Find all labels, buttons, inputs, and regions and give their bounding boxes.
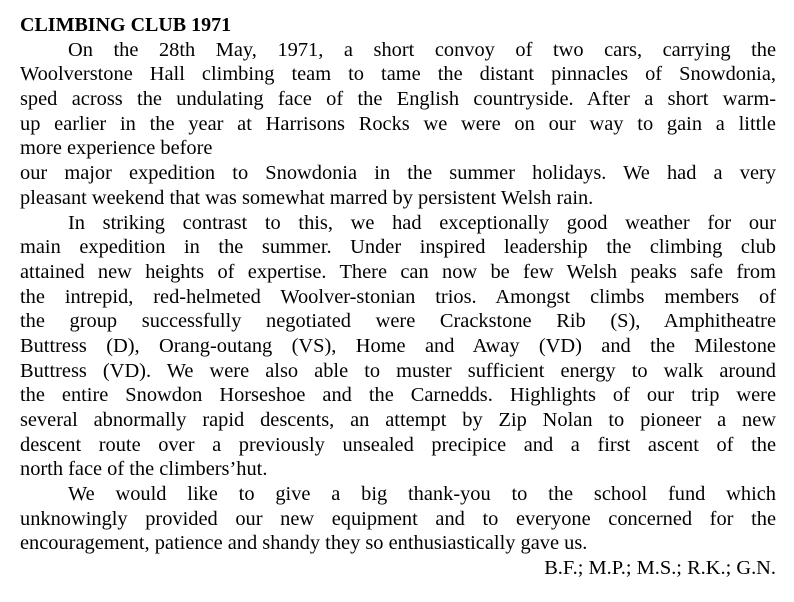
article-title: CLIMBING CLUB 1971 — [20, 14, 232, 36]
text-line: north face of the climbers’hut. — [20, 458, 268, 481]
text-line: pleasant weekend that was somewhat marred by persistent Welsh rain. — [20, 186, 594, 209]
text-line: up earlier in the year at Harrisons Rocks we were on our way to gain a little — [20, 112, 776, 135]
text-line: attained new heights of expertise. There can now be few Welsh peaks safe from — [20, 260, 776, 283]
paragraph — [20, 482, 776, 556]
paragraph — [20, 211, 776, 483]
text-line: We would like to give a big thank-you to the school fund which — [68, 483, 776, 506]
text-line: unknowingly provided our new equipment and to everyone concerned for the — [20, 507, 776, 530]
text-line: encouragement, patience and shandy they so enthusiastically gave us. — [20, 532, 588, 555]
text-line: Woolverstone Hall climbing team to tame the distant pinnacles of Snowdonia, — [20, 63, 776, 86]
paragraph — [20, 38, 776, 161]
text-line: more experience before — [20, 137, 213, 160]
text-line: On the 28th May, 1971, a short convoy of two cars, carrying the — [68, 38, 776, 61]
article-signature: B.F.; M.P.; M.S.; R.K.; G.N. — [544, 557, 776, 580]
paragraph — [20, 161, 776, 210]
text-line: Buttress (D), Orang-outang (VS), Home and Away (VD) and the Milestone — [20, 334, 776, 357]
article — [20, 13, 776, 581]
text-line: the group successfully negotiated were Crackstone Rib (S), Amphitheatre — [20, 310, 776, 333]
text-line: Buttress (VD). We were also able to muster sufficient energy to walk around — [20, 359, 776, 382]
text-line: main expedition in the summer. Under inspired leadership the climbing club — [20, 236, 776, 259]
text-line: the intrepid, red-helmeted Woolver-stonian trios. Amongst climbs members of — [20, 285, 776, 308]
text-line: the entire Snowdon Horseshoe and the Carnedds. Highlights of our trip were — [20, 384, 776, 407]
article-body — [20, 38, 776, 556]
text-line: several abnormally rapid descents, an attempt by Zip Nolan to pioneer a new — [20, 409, 776, 432]
text-line: In striking contrast to this, we had exceptionally good weather for our — [68, 211, 776, 234]
text-line: sped across the undulating face of the English countryside. After a short warm- — [20, 88, 776, 111]
text-line: our major expedition to Snowdonia in the summer holidays. We had a very — [20, 162, 776, 185]
text-line: descent route over a previously unsealed precipice and a first ascent of the — [20, 433, 776, 456]
